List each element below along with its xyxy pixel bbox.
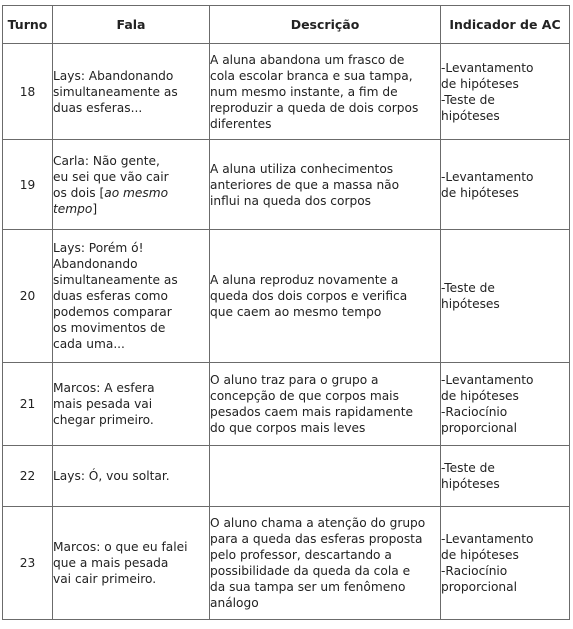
descricao-line: possibilidade da queda da cola e [210,564,411,578]
indicador-cell [441,44,570,140]
table-row [3,363,570,446]
descricao-line: do que corpos mais leves [210,421,366,435]
indicador-line: de hipóteses [441,76,519,91]
descricao-line: influi na queda dos corpos [210,193,372,208]
indicador-line: de hipóteses [441,185,519,200]
descricao-line: queda dos dois corpos e verifica [210,289,408,303]
indicador-cell [441,230,570,363]
descricao-cell [210,507,441,620]
fala-line: duas esferas... [53,100,143,115]
fala-line [53,185,209,201]
turno-cell: 23 [3,507,53,620]
fala-line: os movimentos de [53,321,166,335]
table-row [3,230,570,363]
fala-line: simultaneamente as [53,273,178,287]
indicador-line: proporcional [441,580,517,594]
fala-cell [53,363,210,446]
fala-line: Lays: Abandonando [53,68,174,83]
descricao-cell [210,230,441,363]
fala-line: que a mais pesada [53,556,169,570]
descricao-line: concepção de que corpos mais [210,389,399,403]
fala-line: mais pesada vai [53,397,153,411]
turno-cell: 19 [3,140,53,230]
indicador-cell [441,507,570,620]
fala-line: vai cair primeiro. [53,572,157,586]
descricao-line: pelo professor, descartando a [210,548,392,562]
descricao-line: num mesmo instante, a fim de [210,84,398,99]
fala-line: chegar primeiro. [53,413,154,427]
turno-cell: 20 [3,230,53,363]
descricao-line: A aluna abandona um frasco de [210,52,405,67]
fala-line: Lays: Porém ó! [53,241,144,255]
header-row [3,6,570,44]
turno-cell: 21 [3,363,53,446]
indicador-line: hipóteses [441,477,500,491]
table-row [3,44,570,140]
table-row [3,507,570,620]
fala-cell [53,44,210,140]
fala-line: Carla: Não gente, [53,153,160,168]
header-turno: Turno [3,6,53,44]
descricao-line: da sua tampa ser um fenômeno [210,580,406,594]
descricao-cell [210,44,441,140]
descricao-line: diferentes [210,116,272,131]
indicador-line: -Raciocínio [441,405,508,419]
table-row [3,140,570,230]
descricao-line: A aluna utiliza conhecimentos [210,161,394,176]
descricao-line: pesados caem mais rapidamente [210,405,414,419]
descricao-line: anteriores de que a massa não [210,177,400,192]
descricao-line: A aluna reproduz novamente a [210,273,399,287]
indicador-line: -Levantamento [441,169,534,184]
fala-text: os dois [ [53,185,105,200]
fala-cell [53,230,210,363]
indicador-cell [441,140,570,230]
fala-line: Marcos: o que eu falei [53,540,188,554]
fala-cell [53,507,210,620]
fala-text: ] [92,201,98,216]
fala-line: podemos comparar [53,305,172,319]
fala-line: cada uma... [53,337,125,351]
indicador-line: hipóteses [441,108,500,123]
descricao-cell [210,446,441,507]
descricao-line: para a queda das esferas proposta [210,532,423,546]
indicador-line: hipóteses [441,297,500,311]
indicador-cell [441,446,570,507]
indicador-line: -Teste de [441,461,495,475]
descricao-line: que caem ao mesmo tempo [210,305,382,319]
fala-cell [53,446,210,507]
indicador-line: -Levantamento [441,60,534,75]
descricao-cell [210,363,441,446]
fala-line [53,201,209,217]
fala-italic-text: ao mesmo [104,185,169,200]
descricao-line: cola escolar branca e sua tampa, [210,68,413,83]
fala-line: eu sei que vão cair [53,169,169,184]
fala-line: Lays: Ó, vou soltar. [53,469,170,483]
table-row [3,446,570,507]
fala-line: Abandonando [53,257,138,271]
ac-indicators-table [2,5,570,620]
indicador-line: -Teste de [441,92,495,107]
indicador-line: de hipóteses [441,389,519,403]
indicador-line: -Raciocínio [441,564,508,578]
fala-line: Marcos: A esfera [53,381,155,395]
indicador-line: -Levantamento [441,532,534,546]
header-indicador: Indicador de AC [441,6,570,44]
header-fala: Fala [53,6,210,44]
fala-cell [53,140,210,230]
fala-italic-text: tempo [53,201,93,216]
turno-cell: 22 [3,446,53,507]
descricao-line: reproduzir a queda de dois corpos [210,100,419,115]
descricao-cell [210,140,441,230]
header-descricao: Descrição [210,6,441,44]
descricao-line: O aluno chama a atenção do grupo [210,516,426,530]
indicador-line: de hipóteses [441,548,519,562]
descricao-line: análogo [210,596,259,610]
indicador-line: proporcional [441,421,517,435]
indicador-cell [441,363,570,446]
indicador-line: -Levantamento [441,373,534,387]
descricao-line: O aluno traz para o grupo a [210,373,379,387]
fala-line: simultaneamente as [53,84,178,99]
fala-line: duas esferas como [53,289,168,303]
indicador-line: -Teste de [441,281,495,295]
turno-cell: 18 [3,44,53,140]
